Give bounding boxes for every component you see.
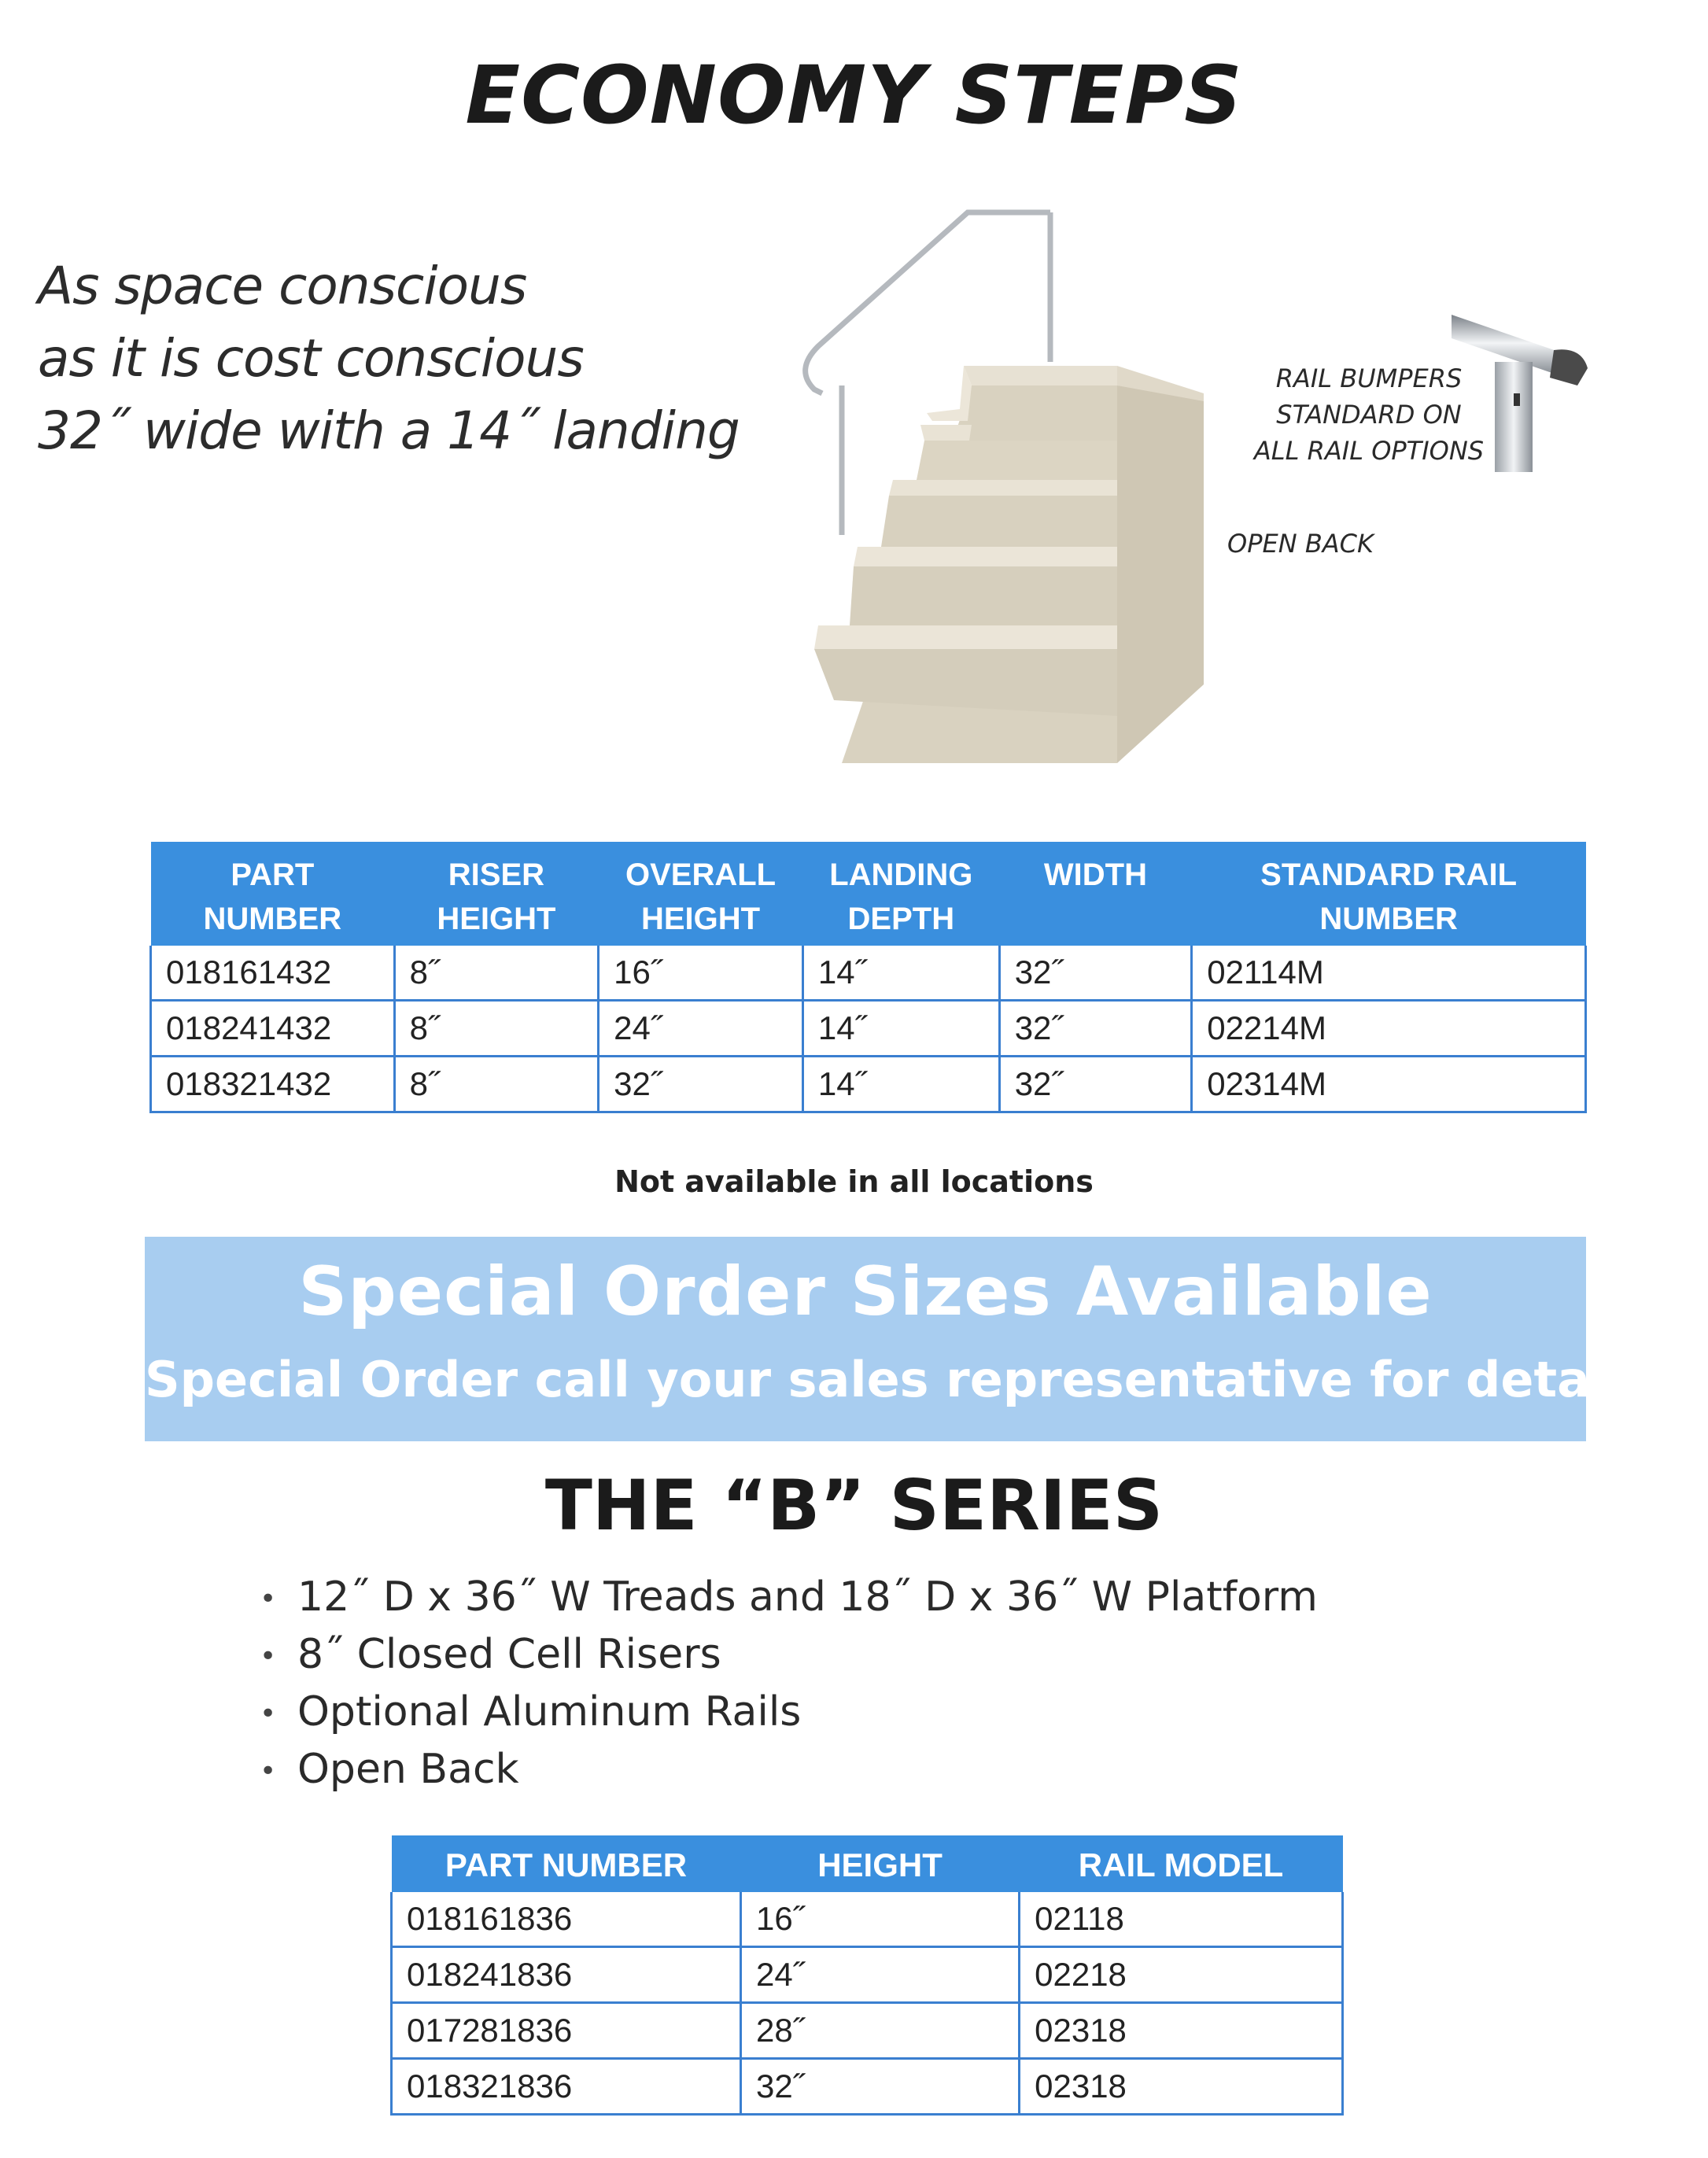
b-series-table <box>390 1835 1344 2116</box>
table-cell: 02318 <box>1020 2059 1343 2115</box>
rail-bumpers-note <box>1251 360 1487 469</box>
table-cell: 8˝ <box>394 1001 599 1057</box>
bullet-icon: • <box>260 1640 277 1673</box>
table-cell: 02214M <box>1192 1001 1586 1057</box>
table-cell: 32˝ <box>999 946 1192 1001</box>
table-cell: 32˝ <box>999 1001 1192 1057</box>
availability-note: Not available in all locations <box>614 1164 1094 1199</box>
table-cell: 017281836 <box>392 2003 741 2059</box>
table-cell: 32˝ <box>999 1057 1192 1112</box>
table-cell: 16˝ <box>740 1892 1019 1947</box>
table-row <box>392 2003 1343 2059</box>
column-header-standard-rail-number: STANDARD RAIL NUMBER <box>1192 842 1586 946</box>
table-cell: 8˝ <box>394 946 599 1001</box>
table-cell: 14˝ <box>802 946 999 1001</box>
table-row <box>392 1892 1343 1947</box>
rail-bumpers-note-line: RAIL BUMPERS <box>1275 363 1463 393</box>
list-item: • 8˝ Closed Cell Risers <box>260 1627 1318 1684</box>
table-row <box>392 2059 1343 2115</box>
table-row <box>392 1947 1343 2003</box>
banner-title: Special Order Sizes Available <box>298 1252 1433 1331</box>
stairs-with-handrail-illustration <box>787 197 1227 763</box>
list-item: • Optional Aluminum Rails <box>260 1684 1318 1742</box>
economy-steps-table <box>149 842 1587 1113</box>
table-cell: 02318 <box>1020 2003 1343 2059</box>
table-cell: 02314M <box>1192 1057 1586 1112</box>
b-series-title: THE “B” SERIES <box>544 1465 1164 1546</box>
table-cell: 02218 <box>1020 1947 1343 2003</box>
table-header-row <box>392 1835 1343 1892</box>
list-item: • 12˝ D x 36˝ W Treads and 18˝ D x 36˝ W Platform <box>260 1570 1318 1627</box>
column-header-rail-model: RAIL MODEL <box>1020 1835 1343 1892</box>
table-cell: 018321432 <box>151 1057 395 1112</box>
special-order-banner <box>145 1237 1675 1441</box>
column-header-part-number: PART NUMBER <box>151 842 395 946</box>
banner-subtitle: Special Order call your sales representative for details! <box>145 1351 1675 1408</box>
table-cell: 018241432 <box>151 1001 395 1057</box>
page-title: ECONOMY STEPS <box>465 49 1243 142</box>
table-cell: 018161836 <box>392 1892 741 1947</box>
table-cell: 018321836 <box>392 2059 741 2115</box>
table-cell: 02118 <box>1020 1892 1343 1947</box>
table-row <box>151 1001 1586 1057</box>
tagline-line: as it is cost conscious <box>38 328 584 389</box>
table-cell: 018161432 <box>151 946 395 1001</box>
tagline-line: 32˝ wide with a 14˝ landing <box>38 400 740 461</box>
table-header-row <box>151 842 1586 946</box>
table-cell: 02114M <box>1192 946 1586 1001</box>
column-header-landing-depth: LANDING DEPTH <box>802 842 999 946</box>
column-header-overall-height: OVERALL HEIGHT <box>599 842 803 946</box>
list-item: • Open Back <box>260 1742 1318 1799</box>
table-cell: 14˝ <box>802 1001 999 1057</box>
table-cell: 32˝ <box>599 1057 803 1112</box>
table-row <box>151 946 1586 1001</box>
table-cell: 24˝ <box>740 1947 1019 2003</box>
table-cell: 24˝ <box>599 1001 803 1057</box>
table-cell: 28˝ <box>740 2003 1019 2059</box>
b-series-feature-list <box>260 1570 1318 1799</box>
column-header-height: HEIGHT <box>740 1835 1019 1892</box>
column-header-width: WIDTH <box>999 842 1192 946</box>
bullet-icon: • <box>260 1583 277 1615</box>
tagline <box>38 250 740 467</box>
rail-bumpers-note-line: ALL RAIL OPTIONS <box>1253 436 1485 466</box>
table-cell: 14˝ <box>802 1057 999 1112</box>
table-cell: 16˝ <box>599 946 803 1001</box>
column-header-part-number: PART NUMBER <box>392 1835 741 1892</box>
rail-bumpers-note-line: STANDARD ON <box>1276 400 1462 430</box>
bullet-icon: • <box>260 1755 277 1787</box>
tagline-line: As space conscious <box>38 256 527 316</box>
table-row <box>151 1057 1586 1112</box>
bullet-icon: • <box>260 1698 277 1730</box>
open-back-note: OPEN BACK <box>1227 529 1374 559</box>
column-header-riser-height: RISER HEIGHT <box>394 842 599 946</box>
table-cell: 018241836 <box>392 1947 741 2003</box>
table-cell: 32˝ <box>740 2059 1019 2115</box>
table-cell: 8˝ <box>394 1057 599 1112</box>
